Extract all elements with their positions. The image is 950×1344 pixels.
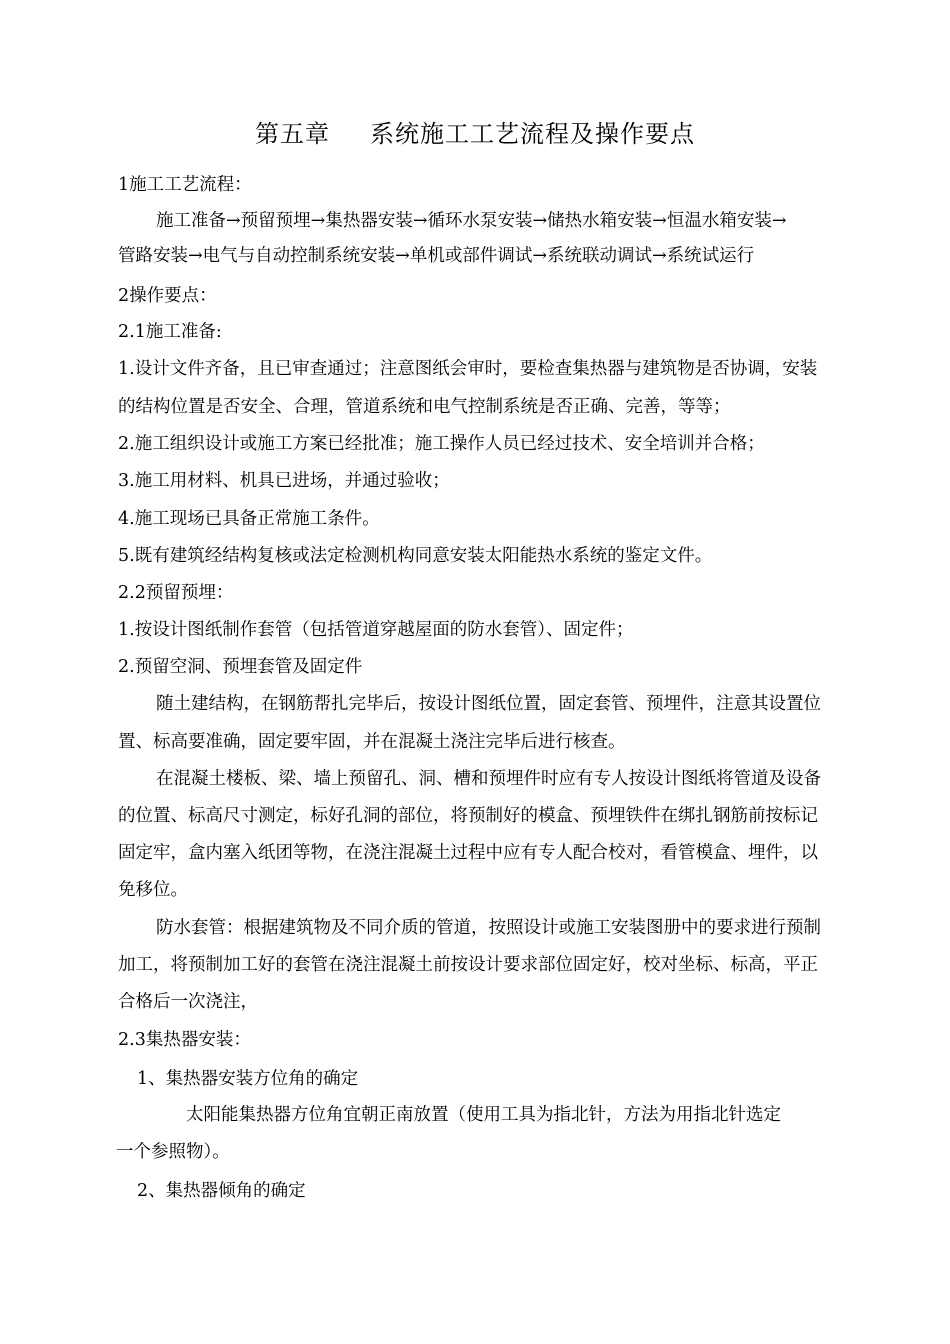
- subsection-heading: 2.1施工准备:: [118, 322, 222, 342]
- chapter-title: [0, 114, 950, 154]
- subsection-heading: 2.3集热器安装：: [118, 1030, 251, 1050]
- paragraph-line: 免移位。: [118, 880, 188, 900]
- paragraph-line: 随土建结构，在钢筋帮扎完毕后，按设计图纸位置，固定套管、预埋件，注意其设置位: [156, 694, 821, 714]
- chapter-number: 第五章: [255, 120, 330, 148]
- list-item: 2.预留空洞、预埋套管及固定件: [118, 657, 363, 677]
- section-heading: 2操作要点：: [118, 286, 217, 306]
- paragraph-line: 加工，将预制加工好的套管在浇注混凝土前按设计要求部位固定好，校对坐标、标高，平正: [118, 955, 818, 975]
- list-item: 4.施工现场已具备正常施工条件。: [118, 509, 380, 529]
- paragraph-line: 的位置、标高尺寸测定，标好孔洞的部位，将预制好的模盒、预埋铁件在绑扎钢筋前按标记: [118, 806, 818, 826]
- paragraph-line: 合格后一次浇注，: [118, 992, 258, 1012]
- list-item: 1、集热器安装方位角的确定: [137, 1069, 359, 1089]
- paragraph-line: 管路安装→电气与自动控制系统安装→单机或部件调试→系统联动调试→系统试运行: [118, 246, 755, 266]
- paragraph-line: 施工准备→预留预埋→集热器安装→循环水泵安装→储热水箱安装→恒温水箱安装→: [156, 211, 787, 231]
- paragraph-line: 的结构位置是否安全、合理，管道系统和电气控制系统是否正确、完善，等等；: [118, 397, 731, 417]
- paragraph-line: 置、标高要准确，固定要牢固，并在混凝土浇注完毕后进行核查。: [118, 732, 626, 752]
- paragraph-line: 太阳能集热器方位角宜朝正南放置（使用工具为指北针，方法为用指北针选定: [186, 1105, 781, 1125]
- paragraph-line: 一个参照物）。: [116, 1142, 230, 1162]
- list-item: 2、集热器倾角的确定: [137, 1181, 306, 1201]
- section-heading: 1施工工艺流程：: [118, 175, 252, 195]
- paragraph-line: 防水套管：根据建筑物及不同介质的管道，按照设计或施工安装图册中的要求进行预制: [156, 918, 821, 938]
- paragraph-line: 在混凝土楼板、梁、墙上预留孔、洞、槽和预埋件时应有专人按设计图纸将管道及设备: [156, 769, 821, 789]
- list-item: 3.施工用材料、机具已进场，并通过验收；: [118, 471, 450, 491]
- list-item: 5.既有建筑经结构复核或法定检测机构同意安装太阳能热水系统的鉴定文件。: [118, 546, 713, 566]
- chapter-heading: 系统施工工艺流程及操作要点: [370, 120, 695, 148]
- list-item: 1.按设计图纸制作套管（包括管道穿越屋面的防水套管）、固定件；: [118, 620, 634, 640]
- list-item: 1.设计文件齐备，且已审查通过；注意图纸会审时，要检查集热器与建筑物是否协调，安装: [118, 359, 818, 379]
- subsection-heading: 2.2预留预埋：: [118, 583, 234, 603]
- list-item: 2.施工组织设计或施工方案已经批准；施工操作人员已经过技术、安全培训并合格；: [118, 434, 765, 454]
- paragraph-line: 固定牢，盒内塞入纸团等物，在浇注混凝土过程中应有专人配合校对，看管模盒、埋件，以: [118, 843, 818, 863]
